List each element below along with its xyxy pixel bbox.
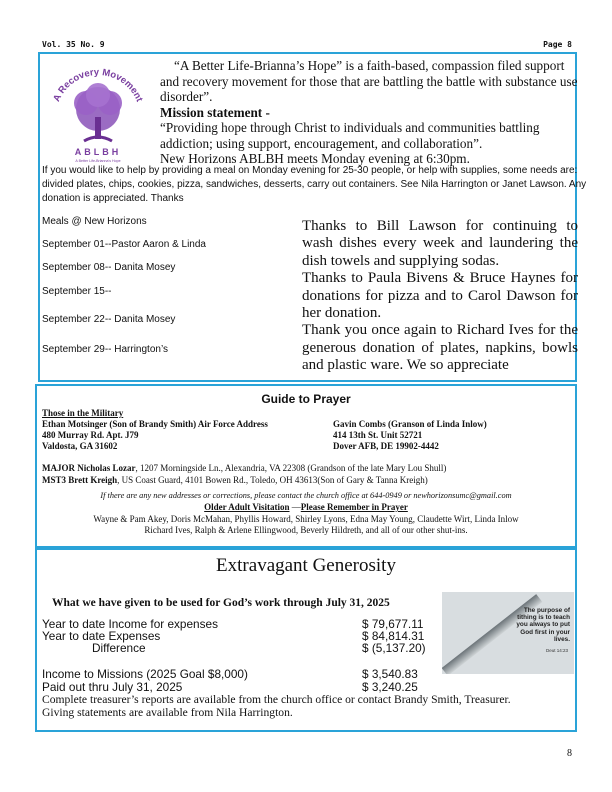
logo-name: ABLBH [74,147,122,157]
finance-label: Year to date Income for expenses [42,617,218,631]
finance-value: $ 79,677.11 [362,617,424,631]
thanks-item: Thanks to Bill Lawson for continuing to wash dishes every week and laundering the dish towels and supplying sodas. [302,218,578,269]
finance-label: Paid out thru July 31, 2025 [42,680,183,694]
logo-arc-text: A Recovery Movement [51,66,145,104]
meal-item: September 01--Pastor Aaron & Linda [42,239,206,250]
guide-title: Guide to Prayer [261,392,351,406]
major-line [42,463,582,474]
volume-label: Vol. 35 No. 9 [42,40,105,49]
help-text: If you would like to help by providing a meal on Monday evening for 25-30 people, or help with supplies, some needs are: divided plates, chips, cookies, pizza, sandwiches, desserts, carry out containers. See Nila Harrington or Janet Lawson. Any donation is appreciated. Thanks [42,165,587,204]
recovery-intro [160,58,580,167]
tithe-quote: The purpose of tithing is to teach you always to put God first in your lives. [516,607,570,643]
tithing-image [442,592,574,674]
meal-item: September 22-- Danita Mosey [42,314,176,325]
mission-label: Mission statement - [160,104,270,120]
address-line: Gavin Combs (Granson of Linda Inlow) [333,419,487,429]
generosity-footer [42,693,572,719]
names-line: Richard Ives, Ralph & Arlene Ellingwood, Beverly Hildreth, and all of our other shut-ins. [144,525,468,535]
mst3-detail: , US Coast Guard, 4101 Bowen Rd., Toledo, OH 43613(Son of Gary & Tanna Kreigh) [117,475,428,485]
finance-label: Income to Missions (2025 Goal $8,000) [42,667,248,681]
finance-value: $ 84,814.31 [362,629,425,643]
thanks-item: Thanks to Paula Bivens & Bruce Haynes for donations for pizza and to Carol Dawson for her donation. [302,270,578,322]
finance-value: $ 3,540.83 [362,667,418,681]
address-note: If there are any new addresses or corrections, please contact the church office at 644-0949 or newhorizonsumc@gmail.com [100,491,512,500]
meals-title: Meals @ New Horizons [42,216,147,227]
address-line: Dover AFB, DE 19902-4442 [333,441,439,451]
address-line: 480 Murray Rd. Apt. J79 [42,430,139,440]
visitation-label: Older Adult Visitation [204,502,290,512]
ablbh-logo [44,57,152,165]
logo-tagline: A Better Life-Brianna's Hope [75,159,121,163]
mst3-name: MST3 Brett Kreigh [42,475,118,485]
meal-item: September 15-- [42,286,112,297]
footer-line: Giving statements are available from Nila Harrington. [42,706,293,719]
address-line: Valdosta, GA 31602 [42,441,118,451]
meal-item: September 08-- Danita Mosey [42,262,176,273]
finance-label: Year to date Expenses [42,629,161,643]
finance-value: $ (5,137.20) [362,641,426,655]
thanks-text [302,218,578,375]
visitation-heading [0,502,612,513]
remember-label: Please Remember in Prayer [300,502,408,512]
mst3-line [42,475,582,486]
tree-icon [44,57,152,165]
meal-item: September 29-- Harrington’s [42,344,168,355]
intro-text: “A Better Life-Brianna’s Hope” is a faith-based, compassion filed support and recovery movement for those that are battling the battle with substance use disorder”. [160,58,578,104]
names-line: Wayne & Pam Akey, Doris McMahan, Phyllis Howard, Shirley Lyons, Edna May Young, Claudette Wirt, Linda Inlow [93,514,519,524]
generosity-subtitle: What we have given to be used for God’s work through July 31, 2025 [52,597,390,609]
military-left [42,419,332,452]
military-title: Those in the Military [42,408,124,418]
mission-text: “Providing hope through Christ to individuals and communities battling addiction; using support, encouragement, and collaboration”. [160,120,540,151]
finance-label: Difference [92,641,146,655]
tithe-reference: Deut 14:23 [545,648,568,653]
visitation-separator: — [289,502,301,512]
military-right [333,419,573,452]
finance-value: $ 3,240.25 [362,680,418,694]
thanks-item: Thank you once again to Richard Ives for the generous donation of plates, napkins, bowls and plastic ware. We so appreciate [302,322,578,374]
meeting-text: New Horizons ABLBH meets Monday evening at 6:30pm. [160,151,470,166]
page-number: 8 [567,748,572,759]
major-detail: , 1207 Morningside Ln., Alexandria, VA 22308 (Grandson of the late Mary Lou Shull) [135,463,447,473]
shutin-names [0,514,612,536]
address-line: 414 13th St. Unit 52721 [333,430,423,440]
footer-line: Complete treasurer’s reports are available from the church office or contact Brandy Smith, Treasurer. [42,693,511,706]
page-label: Page 8 [543,40,572,49]
generosity-title: Extravagant Generosity [216,555,396,576]
address-line: Ethan Motsinger (Son of Brandy Smith) Air Force Address [42,419,268,429]
major-name: MAJOR Nicholas Lozar [42,463,136,473]
